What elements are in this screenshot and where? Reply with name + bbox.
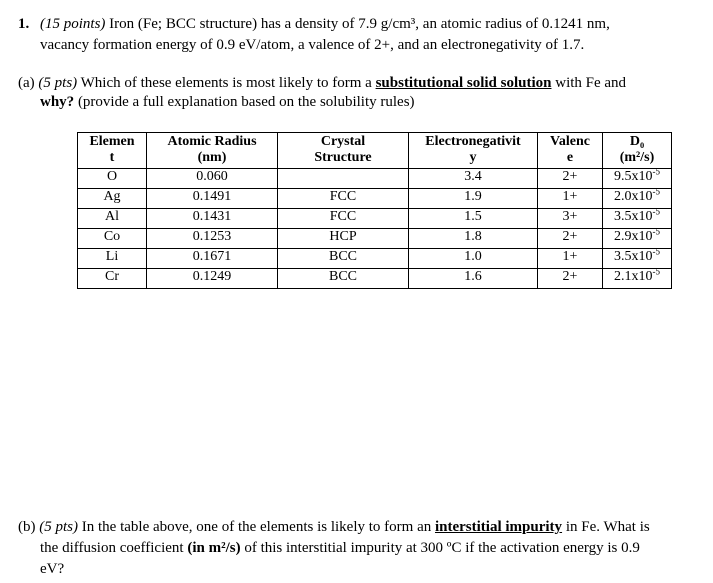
cell-diffusion: $2.1x10^{-5}$ — [603, 269, 672, 289]
part-b-emphasis: interstitial impurity — [434, 519, 563, 535]
cell-element: Ag — [78, 189, 147, 209]
question-number: 1. — [18, 16, 30, 32]
table-row — [78, 229, 672, 249]
part-b-label: (b) — [18, 519, 40, 535]
cell-electronegativity: 1.5 — [409, 209, 538, 229]
header-valence: Valenc e — [538, 133, 603, 169]
cell-element: Cr — [78, 269, 147, 289]
cell-valence: 1+ — [538, 189, 603, 209]
cell-diffusion: $2.0x10^{-5}$ — [603, 189, 672, 209]
cell-crystal-structure — [278, 169, 409, 189]
part-a-emphasis: substitutional solid solution — [375, 75, 552, 91]
table-header-row — [78, 133, 672, 169]
part-b-text-3: the diffusion coefficient — [40, 540, 188, 556]
cell-crystal-structure: BCC — [278, 269, 409, 289]
cell-electronegativity: 1.0 — [409, 249, 538, 269]
header-atomic-radius: Atomic Radius (nm) — [147, 133, 278, 169]
cell-element: Co — [78, 229, 147, 249]
cell-element: O — [78, 169, 147, 189]
cell-electronegativity: 1.9 — [409, 189, 538, 209]
cell-atomic-radius: 0.1431 — [147, 209, 278, 229]
cell-electronegativity: 3.4 — [409, 169, 538, 189]
cell-atomic-radius: 0.060 — [147, 169, 278, 189]
table-row — [78, 249, 672, 269]
header-diffusion: D₀ (m²/s) — [603, 133, 672, 169]
cell-atomic-radius: 0.1671 — [147, 249, 278, 269]
cell-diffusion: $2.9x10^{-5}$ — [603, 229, 672, 249]
header-crystal-structure: Crystal Structure — [278, 133, 409, 169]
part-b-text-4: of this interstitial impurity at 300 ºC if the activation energy is 0.9 — [240, 540, 640, 556]
cell-diffusion: $9.5x10^{-5}$ — [603, 169, 672, 189]
part-b-unit: (in m²/s) — [187, 540, 241, 556]
question-text — [40, 14, 698, 56]
cell-crystal-structure: FCC — [278, 209, 409, 229]
cell-valence: 3+ — [538, 209, 603, 229]
question-1 — [18, 14, 698, 56]
cell-diffusion: $3.5x10^{-5}$ — [603, 249, 672, 269]
cell-crystal-structure: FCC — [278, 189, 409, 209]
cell-element: Al — [78, 209, 147, 229]
part-a-why: why? — [40, 94, 75, 110]
table-row — [78, 189, 672, 209]
cell-electronegativity: 1.8 — [409, 229, 538, 249]
question-line-2: vacancy formation energy of 0.9 eV/atom, a valence of 2+, and an electronegativity of 1.7. — [40, 37, 585, 53]
question-points: (15 points) — [40, 16, 106, 32]
header-electronegativity: Electronegativit y — [409, 133, 538, 169]
cell-valence: 2+ — [538, 169, 603, 189]
cell-atomic-radius: 0.1253 — [147, 229, 278, 249]
cell-crystal-structure: BCC — [278, 249, 409, 269]
table-row — [78, 209, 672, 229]
question-line-1: Iron (Fe; BCC structure) has a density of 7.9 g/cm³, an atomic radius of 0.1241 nm, — [105, 16, 610, 32]
part-b-points: (5 pts) — [39, 519, 78, 535]
part-b-text-1: In the table above, one of the elements is likely to form an — [78, 519, 435, 535]
cell-atomic-radius: 0.1249 — [147, 269, 278, 289]
cell-atomic-radius: 0.1491 — [147, 189, 278, 209]
cell-valence: 1+ — [538, 249, 603, 269]
part-b-text-5: eV? — [40, 561, 65, 577]
header-element: Elemen t — [78, 133, 147, 169]
cell-valence: 2+ — [538, 229, 603, 249]
part-b-text-2: in Fe. What is — [562, 519, 650, 535]
part-a-points: (5 pts) — [38, 75, 78, 91]
cell-electronegativity: 1.6 — [409, 269, 538, 289]
cell-valence: 2+ — [538, 269, 603, 289]
cell-element: Li — [78, 249, 147, 269]
part-a-text-3: (provide a full explanation based on the solubility rules) — [74, 94, 415, 110]
cell-crystal-structure: HCP — [278, 229, 409, 249]
table-row — [78, 269, 672, 289]
element-properties-table — [77, 132, 672, 289]
part-a-label: (a) — [18, 75, 39, 91]
cell-diffusion: $3.5x10^{-5}$ — [603, 209, 672, 229]
part-a — [18, 74, 698, 112]
part-a-text-2: with Fe and — [551, 75, 627, 91]
table-row — [78, 169, 672, 189]
part-a-text-1: Which of these elements is most likely to form a — [77, 75, 376, 91]
part-b — [18, 517, 703, 580]
